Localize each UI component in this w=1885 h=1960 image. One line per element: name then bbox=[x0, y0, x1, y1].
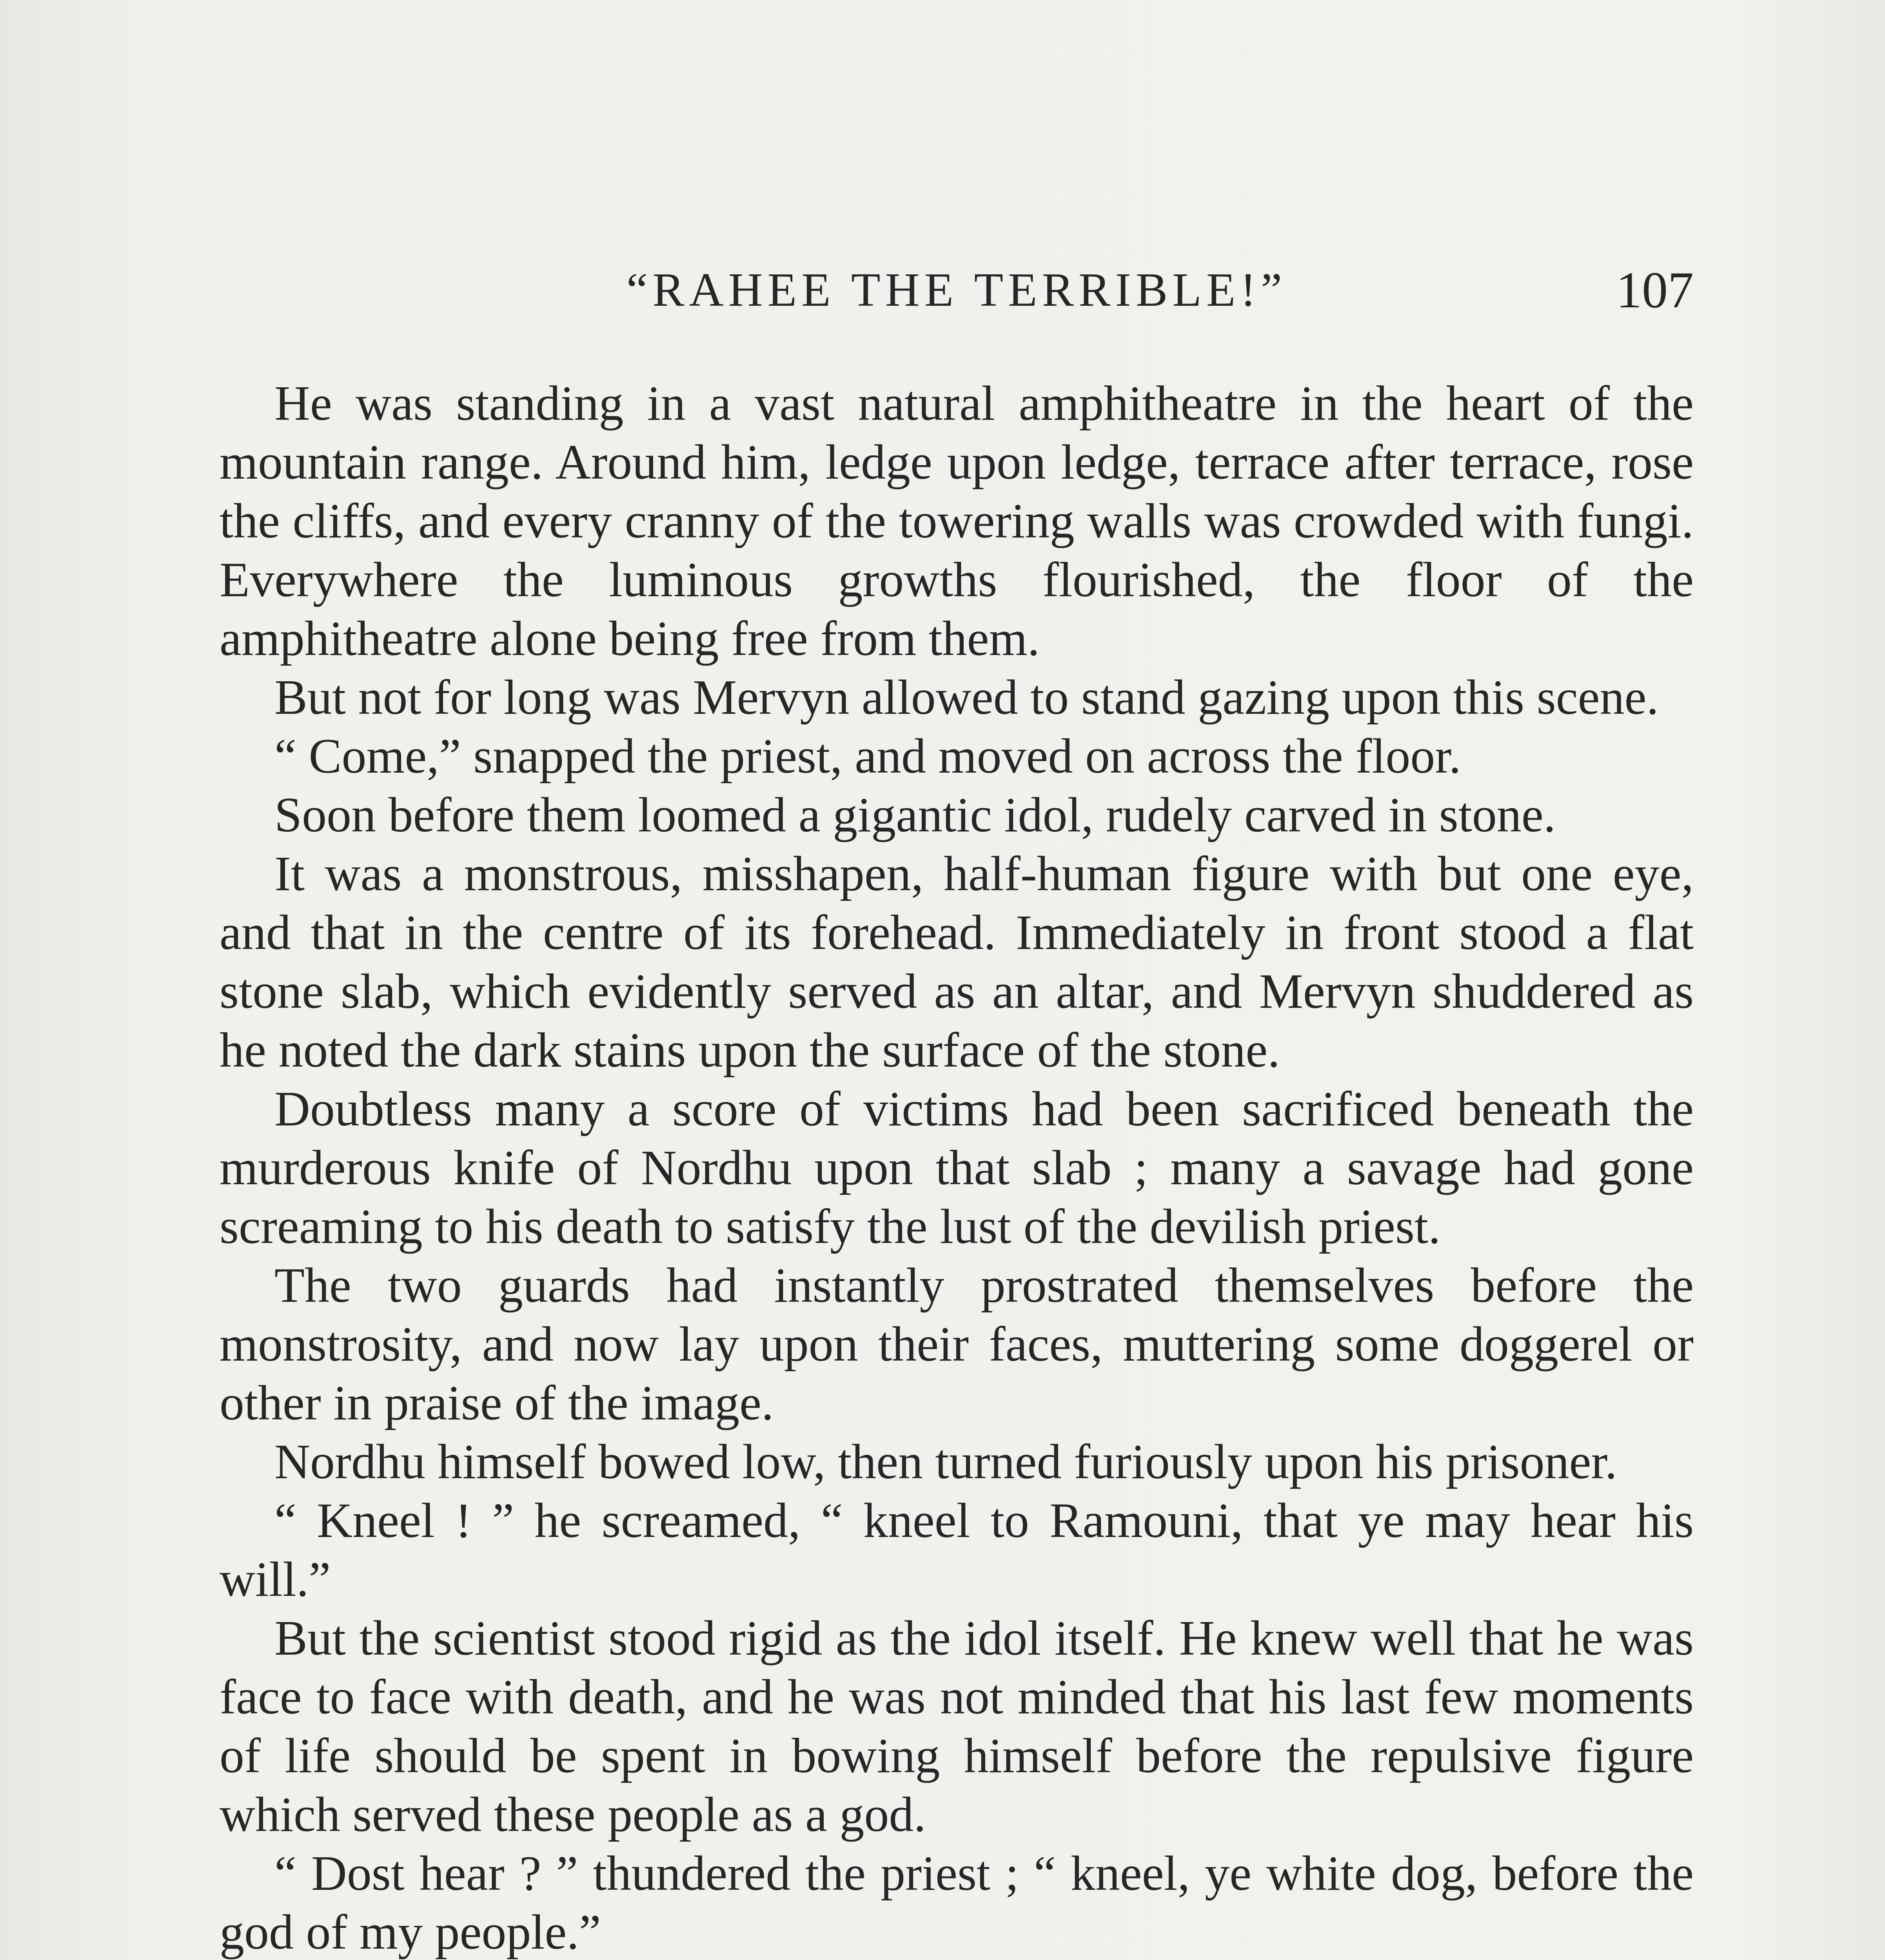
paragraph: Doubtless many a score of victims had been sacrificed beneath the murderous knife of Nordhu upon that slab ; many a savage had gone screaming to his death to satisfy the lust of the devilish priest. bbox=[220, 1082, 1694, 1254]
paragraph: But the scientist stood rigid as the idol itself. He knew well that he was face to face with death, and he was not minded that his last few moments of life should be spent in bowing himself before the repulsive figure which served these people as a god. bbox=[220, 1611, 1694, 1842]
paragraph: It was a monstrous, misshapen, half-human figure with but one eye, and that in the centre of its forehead. Immediately in front stood a flat stone slab, which evidently served as an altar, and Mervyn shuddered as he noted the dark stains upon the surface of the stone. bbox=[220, 847, 1694, 1078]
paragraph: “ Dost hear ? ” thundered the priest ; “ kneel, ye white dog, before the god of my people.” bbox=[220, 1846, 1694, 1960]
paragraph: The two guards had instantly prostrated themselves before the monstrosity, and now lay upon their faces, muttering some doggerel or other in praise of the image. bbox=[220, 1258, 1694, 1430]
body-text bbox=[220, 374, 1694, 1960]
paragraph: “ Come,” snapped the priest, and moved on across the floor. bbox=[274, 729, 1461, 784]
paragraph: He was standing in a vast natural amphitheatre in the heart of the mountain range. Around him, ledge upon ledge, terrace after terrace, rose the cliffs, and every cranny of the towering walls was crowded with fungi. Everywhere the luminous growths flourished, the floor of the amphitheatre alone being free from them. bbox=[220, 376, 1694, 666]
chapter-title: “RAHEE THE TERRIBLE!” bbox=[626, 263, 1287, 316]
paragraph: Nordhu himself bowed low, then turned furiously upon his prisoner. bbox=[274, 1435, 1617, 1489]
running-header bbox=[220, 263, 1694, 318]
page-number: 107 bbox=[1616, 261, 1694, 319]
paragraph: “ Kneel ! ” he screamed, “ kneel to Ramouni, that ye may hear his will.” bbox=[220, 1494, 1694, 1607]
paragraph: But not for long was Mervyn allowed to stand gazing upon this scene. bbox=[274, 670, 1659, 725]
paragraph: Soon before them loomed a gigantic idol, rudely carved in stone. bbox=[274, 788, 1556, 842]
